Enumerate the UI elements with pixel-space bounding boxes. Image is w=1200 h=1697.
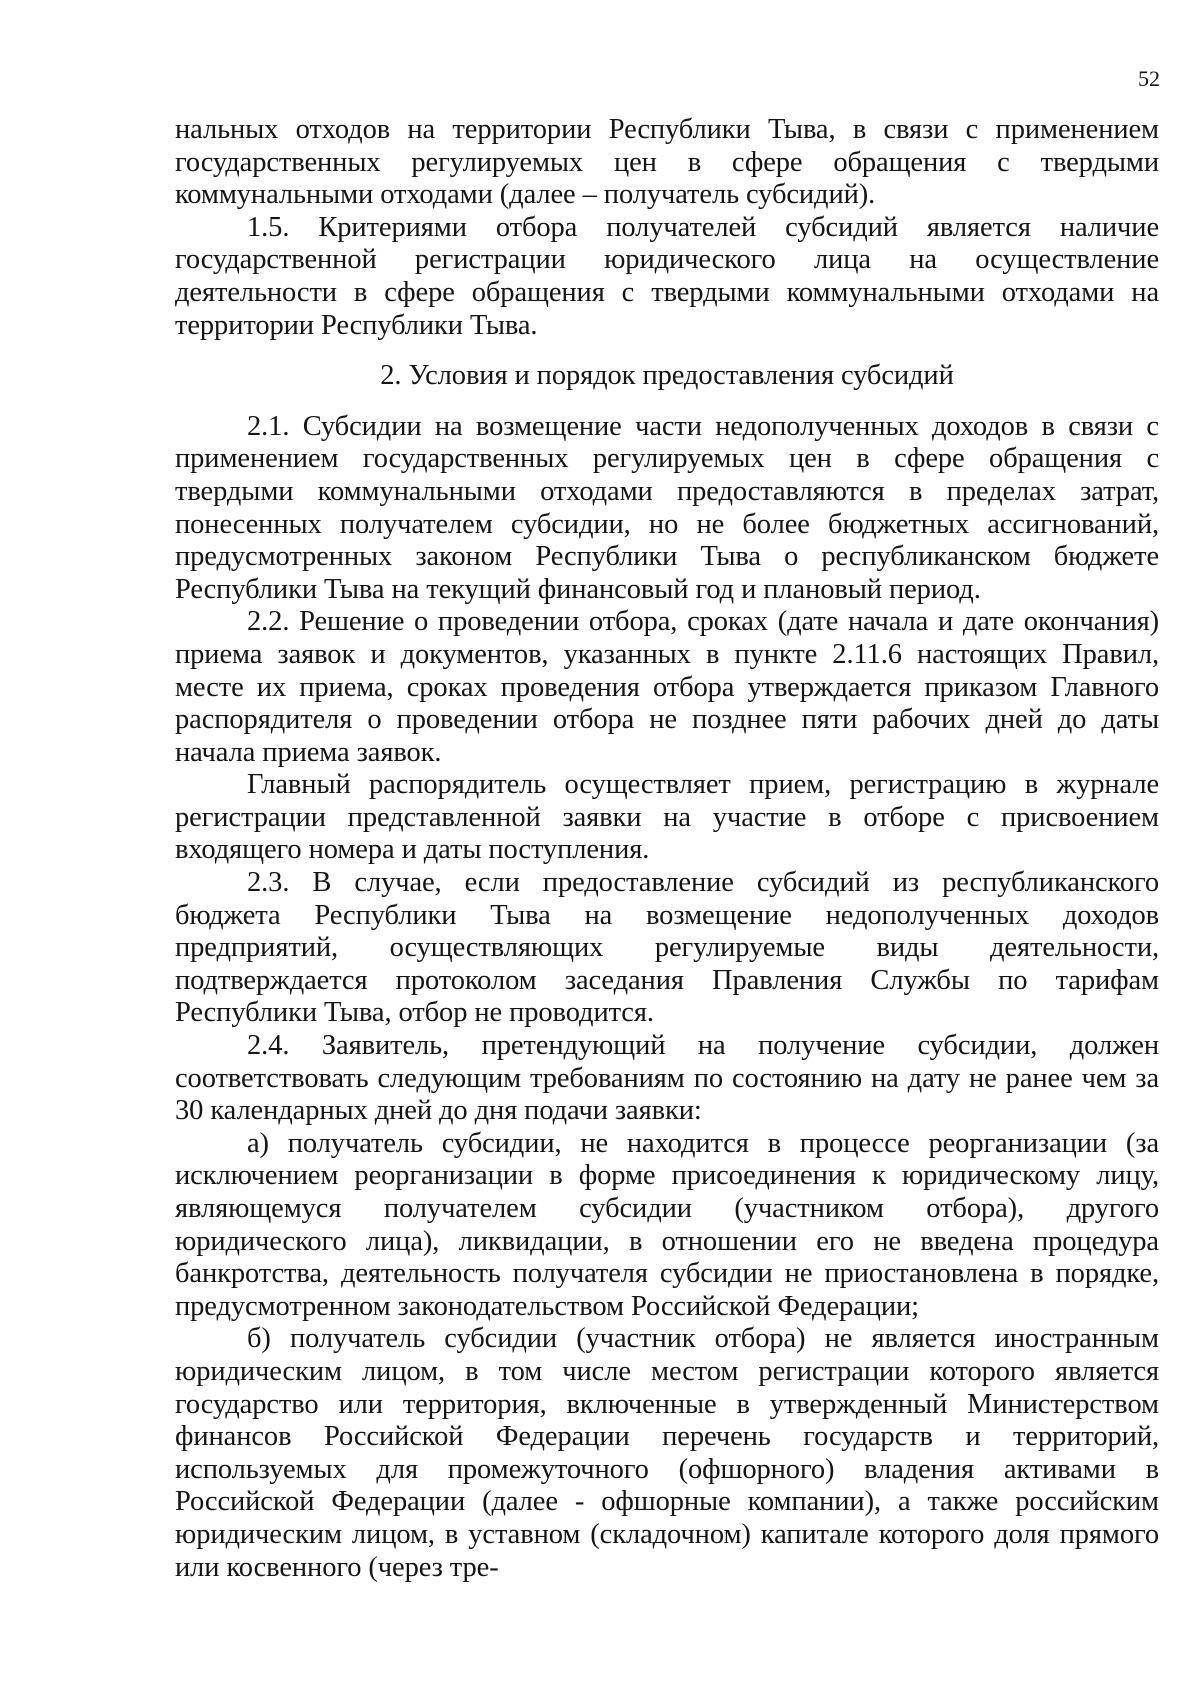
paragraph-1-5: 1.5. Критериями отбора получателей субсидий является наличие государственной регистрации юридического лица на осуществление деятельности в сфере обращения с твердыми коммунальными отходами на территории Республики Тыва. [175, 211, 1159, 341]
paragraph-2-3: 2.3. В случае, если предоставление субсидий из республиканского бюджета Республики Тыва на возмещение недополученных доходов предприятий, осуществляющих регулируемые виды деятельности, подтверждается протоколом заседания Правления Службы по тарифам Республики Тыва, отбор не проводится. [175, 867, 1159, 1029]
section-heading-2: 2. Условия и порядок предоставления субсидий [380, 360, 954, 392]
paragraph-2-4: 2.4. Заявитель, претендующий на получение субсидии, должен соответствовать следующим требованиям по состоянию на дату не ранее чем за 30 календарных дней до дня подачи заявки: [175, 1030, 1159, 1127]
paragraph-registration: Главный распорядитель осуществляет прием, регистрацию в журнале регистрации представленной заявки на участие в отборе с присвоением входящего номера и даты поступления. [175, 769, 1159, 866]
paragraph-continuation: нальных отходов на территории Республики Тыва, в связи с применением государственных регулируемых цен в сфере обращения с твердыми коммунальными отходами (далее – получатель субсидий). [175, 114, 1159, 211]
paragraph-2-2: 2.2. Решение о проведении отбора, сроках (дате начала и дате окончания) приема заявок и документов, указанных в пункте 2.11.6 настоящих Правил, месте их приема, сроках проведения отбора утверждается приказом Главного распорядителя о проведении отбора не позднее пяти рабочих дней до даты начала приема заявок. [175, 606, 1159, 768]
paragraph-2-1: 2.1. Субсидии на возмещение части недополученных доходов в связи с применением государственных регулируемых цен в сфере обращения с твердыми коммунальными отходами предоставляются в пределах затрат, понесенных получателем субсидии, но не более бюджетных ассигнований, предусмотренных законом Республики Тыва о республиканском бюджете Республики Тыва на текущий финансовый год и плановый период. [175, 410, 1159, 605]
document-body [175, 114, 1159, 1584]
paragraph-item-a: а) получатель субсидии, не находится в процессе реорганизации (за исключением реорганизации в форме присоединения к юридическому лицу, являющемуся получателем субсидии (участником отбора), другого юридического лица), ликвидации, в отношении его не введена процедура банкротства, деятельность получателя субсидии не приостановлена в порядке, предусмотренном законодательством Российской Федерации; [175, 1127, 1159, 1322]
paragraph-item-b: б) получатель субсидии (участник отбора) не является иностранным юридическим лицом, в том числе местом регистрации которого является государство или территория, включенные в утвержденный Министерством финансов Российской Федерации перечень государств и территорий, используемых для промежуточного (офшорного) владения активами в Российской Федерации (далее - офшорные компании), а также российским юридическим лицом, в уставном (складочном) капитале которого доля прямого или косвенного (через тре- [175, 1323, 1159, 1583]
page-number: 52 [1138, 66, 1160, 91]
